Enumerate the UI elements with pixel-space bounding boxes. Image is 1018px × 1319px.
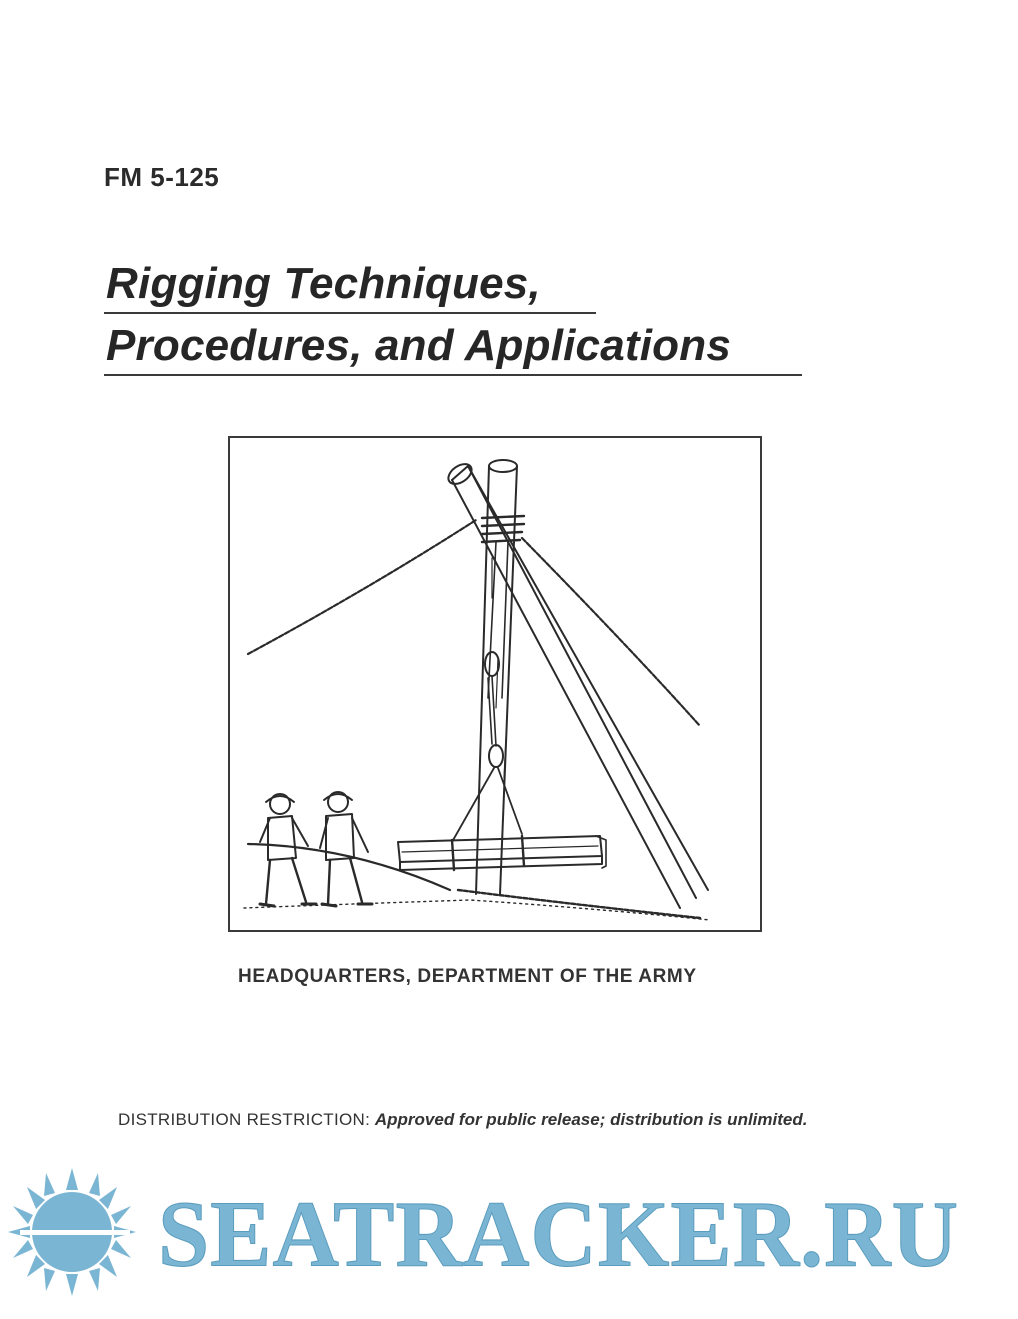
distribution-label: DISTRIBUTION RESTRICTION: [118, 1110, 371, 1129]
title-block [104, 258, 814, 376]
title-line-2: Procedures, and Applications [104, 320, 802, 376]
title-line-1: Rigging Techniques, [104, 258, 596, 314]
gin-pole-rigging-illustration [230, 438, 760, 930]
watermark-text: SEATRACKER.RU [158, 1181, 960, 1287]
sun-logo-icon [0, 1168, 160, 1319]
distribution-value: Approved for public release; distribution is unlimited. [374, 1110, 808, 1129]
cover-illustration [228, 436, 762, 932]
distribution-restriction [118, 1106, 838, 1133]
publisher-line: HEADQUARTERS, DEPARTMENT OF THE ARMY [238, 966, 697, 987]
field-manual-number: FM 5-125 [104, 162, 220, 192]
